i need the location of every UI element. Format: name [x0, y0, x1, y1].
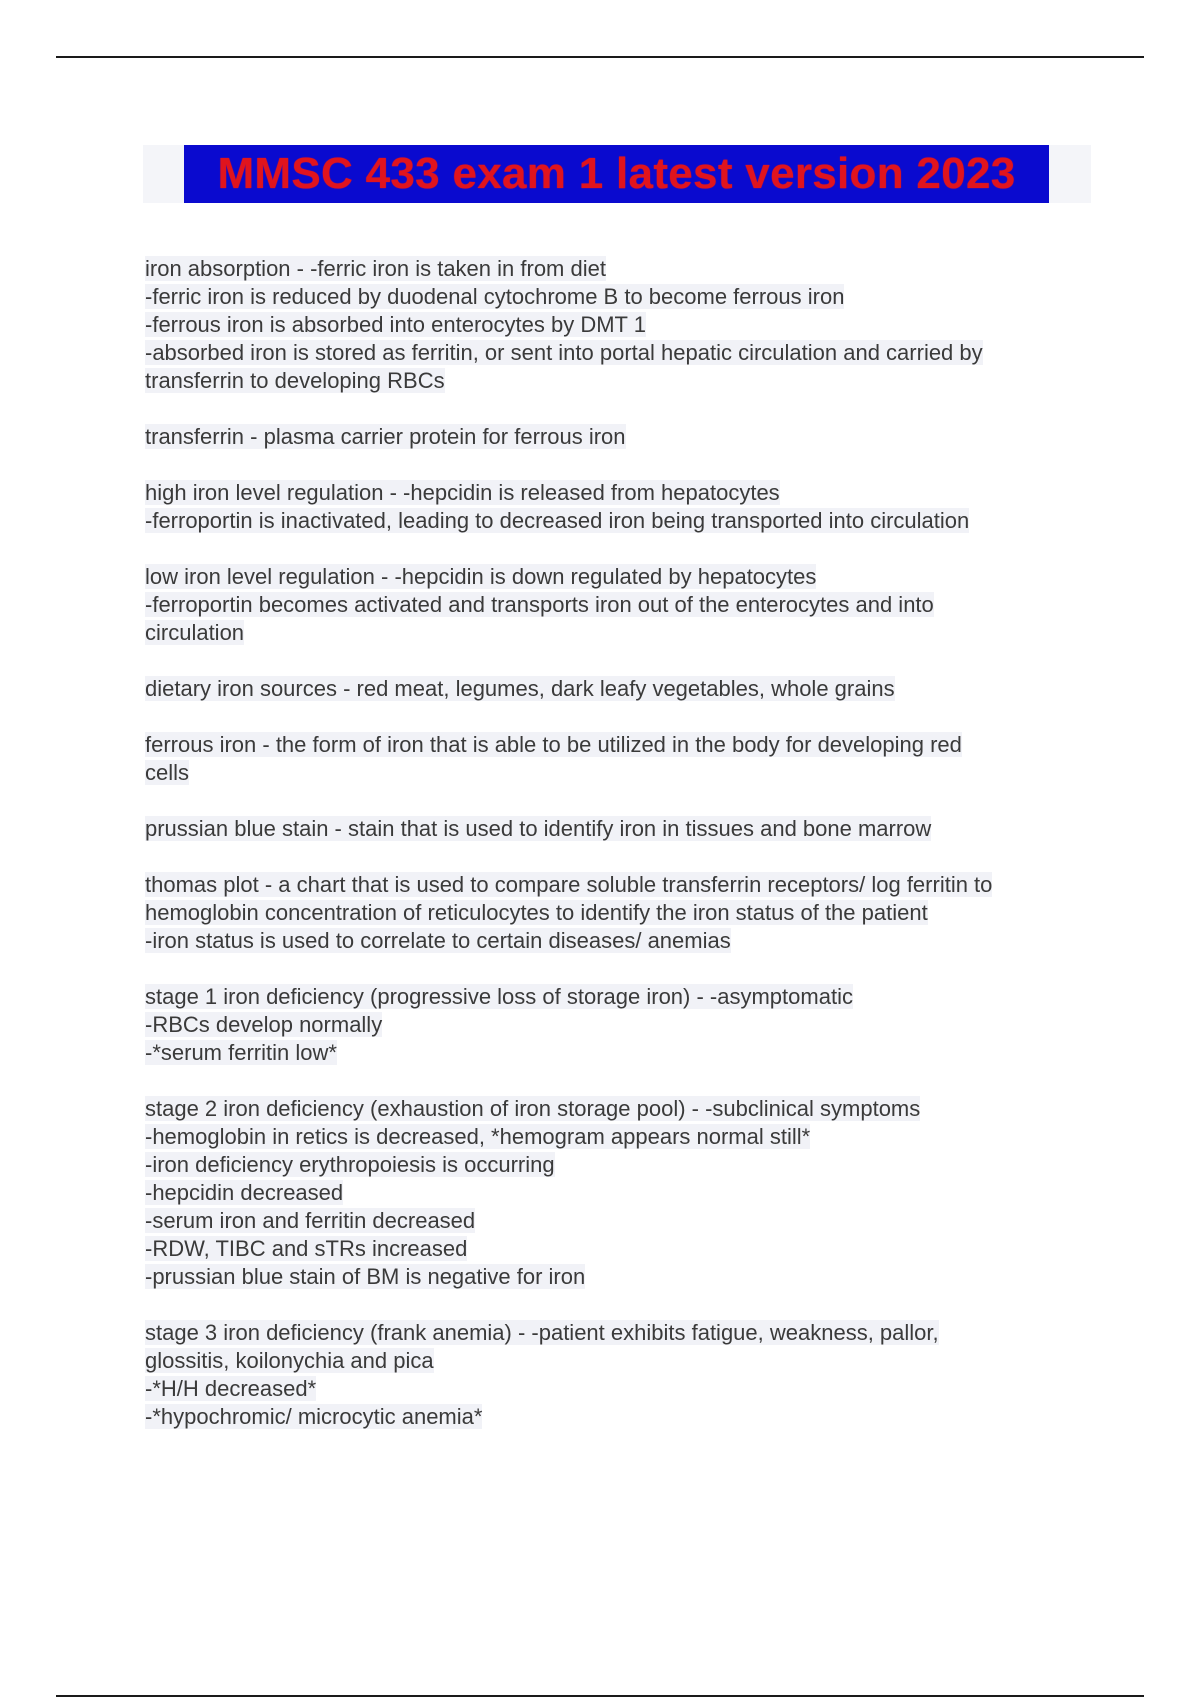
entry-line-text: -serum iron and ferritin decreased — [145, 1208, 476, 1233]
entry-line — [145, 255, 1095, 283]
entry-line — [145, 983, 1095, 1011]
entry-line-text: circulation — [145, 620, 245, 645]
entry-line — [145, 1375, 1095, 1403]
entry-line-text: prussian blue stain - stain that is used to identify iron in tissues and bone marrow — [145, 816, 932, 841]
bottom-rule — [56, 1695, 1144, 1697]
entry-line — [145, 731, 1095, 759]
entry-line-text: -ferric iron is reduced by duodenal cytochrome B to become ferrous iron — [145, 284, 845, 309]
entry-line — [145, 927, 1095, 955]
entry-line — [145, 619, 1095, 647]
entry-line-text: -RDW, TIBC and sTRs increased — [145, 1236, 468, 1261]
entry-line — [145, 759, 1095, 787]
entry-line-text: thomas plot - a chart that is used to compare soluble transferrin receptors/ log ferritin to — [145, 872, 993, 897]
entry-line — [145, 591, 1095, 619]
entry-line — [145, 1039, 1095, 1067]
entry-line — [145, 339, 1095, 367]
entry-line-text: -ferroportin becomes activated and transports iron out of the enterocytes and into — [145, 592, 934, 617]
entry-line-text: -RBCs develop normally — [145, 1012, 383, 1037]
entry-line — [145, 675, 1095, 703]
entry-line-text: dietary iron sources - red meat, legumes, dark leafy vegetables, whole grains — [145, 676, 895, 701]
title-banner — [184, 145, 1049, 203]
entry-line-text: -ferroportin is inactivated, leading to decreased iron being transported into circulation — [145, 508, 970, 533]
entry-line-text: -ferrous iron is absorbed into enterocytes by DMT 1 — [145, 312, 646, 337]
entry-line-text: -absorbed iron is stored as ferritin, or sent into portal hepatic circulation and carried by — [145, 340, 983, 365]
term-entry — [145, 1095, 1095, 1291]
entry-line-text: low iron level regulation - -hepcidin is down regulated by hepatocytes — [145, 564, 817, 589]
entry-line-text: -iron deficiency erythropoiesis is occurring — [145, 1152, 555, 1177]
term-entry — [145, 983, 1095, 1067]
entry-line-text: cells — [145, 760, 190, 785]
entry-line — [145, 507, 1095, 535]
entry-line-text: -*serum ferritin low* — [145, 1040, 337, 1065]
entry-line — [145, 871, 1095, 899]
entry-line — [145, 1319, 1095, 1347]
entry-line-text: high iron level regulation - -hepcidin is released from hepatocytes — [145, 480, 780, 505]
entry-line-text: -iron status is used to correlate to certain diseases/ anemias — [145, 928, 731, 953]
entry-line — [145, 367, 1095, 395]
entry-line-text: ferrous iron - the form of iron that is able to be utilized in the body for developing red — [145, 732, 962, 757]
entry-line — [145, 1235, 1095, 1263]
entry-line — [145, 1095, 1095, 1123]
entry-line — [145, 1263, 1095, 1291]
entry-line — [145, 1011, 1095, 1039]
term-entry — [145, 255, 1095, 395]
entry-line-text: -prussian blue stain of BM is negative for iron — [145, 1264, 586, 1289]
document-title: MMSC 433 exam 1 latest version 2023 — [217, 149, 1016, 198]
term-entry — [145, 675, 1095, 703]
entry-line — [145, 1403, 1095, 1431]
entry-line — [145, 423, 1095, 451]
entry-line-text: stage 1 iron deficiency (progressive loss of storage iron) - -asymptomatic — [145, 984, 853, 1009]
term-entry — [145, 871, 1095, 955]
term-entry — [145, 815, 1095, 843]
entry-line — [145, 283, 1095, 311]
entry-line — [145, 1347, 1095, 1375]
entry-line-text: -*H/H decreased* — [145, 1376, 317, 1401]
term-entry — [145, 1319, 1095, 1431]
entry-line — [145, 815, 1095, 843]
entry-line — [145, 311, 1095, 339]
entry-line — [145, 1151, 1095, 1179]
entry-line — [145, 479, 1095, 507]
entry-line-text: hemoglobin concentration of reticulocytes to identify the iron status of the patient — [145, 900, 928, 925]
entry-line-text: stage 3 iron deficiency (frank anemia) - -patient exhibits fatigue, weakness, pallor, — [145, 1320, 939, 1345]
entry-line — [145, 1179, 1095, 1207]
entry-line-text: transferrin to developing RBCs — [145, 368, 445, 393]
term-entry — [145, 479, 1095, 535]
entry-line-text: -hepcidin decreased — [145, 1180, 344, 1205]
entry-line-text: stage 2 iron deficiency (exhaustion of iron storage pool) - -subclinical symptoms — [145, 1096, 921, 1121]
entry-line-text: -hemoglobin in retics is decreased, *hemogram appears normal still* — [145, 1124, 811, 1149]
entry-line — [145, 899, 1095, 927]
entry-line-text: iron absorption - -ferric iron is taken in from diet — [145, 256, 606, 281]
term-entry — [145, 423, 1095, 451]
top-rule — [56, 56, 1144, 58]
term-entry — [145, 563, 1095, 647]
entry-line-text: transferrin - plasma carrier protein for ferrous iron — [145, 424, 626, 449]
entry-line — [145, 563, 1095, 591]
entry-line-text: -*hypochromic/ microcytic anemia* — [145, 1404, 483, 1429]
document-body — [145, 255, 1095, 1459]
entry-line — [145, 1123, 1095, 1151]
entry-line-text: glossitis, koilonychia and pica — [145, 1348, 434, 1373]
term-entry — [145, 731, 1095, 787]
entry-line — [145, 1207, 1095, 1235]
